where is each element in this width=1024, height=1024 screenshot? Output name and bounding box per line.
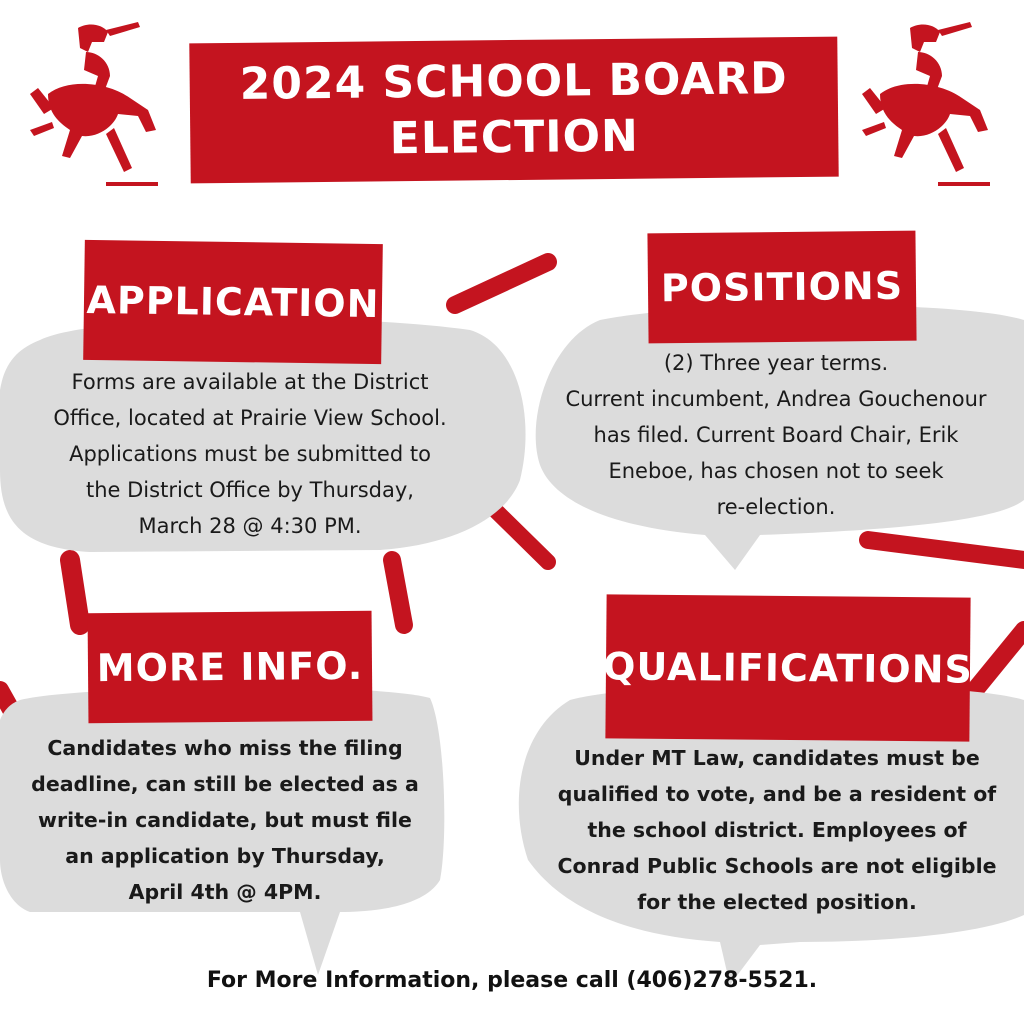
qualifications-heading-label: QUALIFICATIONS [602,644,974,692]
text-line: the school district. Employees of [587,818,967,842]
brush-stroke [868,540,1024,560]
text-line: an application by Thursday, [65,844,385,868]
text-line: Under MT Law, candidates must be [574,746,980,770]
application-text [0,364,500,544]
bronc-rider-left-icon [18,18,168,186]
text-line: deadline, can still be elected as a [31,772,419,796]
more-info-heading [88,611,373,723]
title-line-2: ELECTION [389,110,640,165]
brush-stroke [70,560,80,625]
positions-heading-label: POSITIONS [660,263,904,311]
text-line: Applications must be submitted to [69,442,431,466]
positions-heading [647,231,916,344]
qualifications-text [530,740,1024,920]
more-info-heading-label: MORE INFO. [96,643,364,691]
text-line: qualified to vote, and be a resident of [557,782,997,806]
brush-stroke [392,560,404,625]
text-line: Eneboe, has chosen not to seek [608,459,944,483]
text-line: Current incumbent, Andrea Gouchenour [565,387,987,411]
footer-contact: For More Information, please call (406)278-5521. [206,968,818,993]
brush-stroke [975,630,1024,690]
title-line-1: 2024 SCHOOL BOARD [239,53,788,110]
text-line: Office, located at Prairie View School. [53,406,447,430]
text-line: Candidates who miss the filing [47,736,403,760]
bronc-rider-right-icon [850,18,1000,186]
application-heading [83,240,383,364]
text-line: the District Office by Thursday, [86,478,414,502]
application-heading-label: APPLICATION [86,277,380,327]
text-line: re-election. [716,495,836,519]
more-info-text [0,730,450,910]
qualifications-heading [602,594,974,741]
text-line: for the elected position. [637,890,917,914]
text-line: Conrad Public Schools are not eligible [557,854,997,878]
text-line: Forms are available at the District [71,370,429,394]
text-line: has filed. Current Board Chair, Erik [593,423,959,447]
positions-text [528,345,1024,525]
text-line: (2) Three year terms. [663,351,889,375]
text-line: March 28 @ 4:30 PM. [138,514,362,538]
text-line: write-in candidate, but must file [38,808,412,832]
brush-stroke [455,262,548,305]
page-title [189,37,838,184]
text-line: April 4th @ 4PM. [128,880,322,904]
